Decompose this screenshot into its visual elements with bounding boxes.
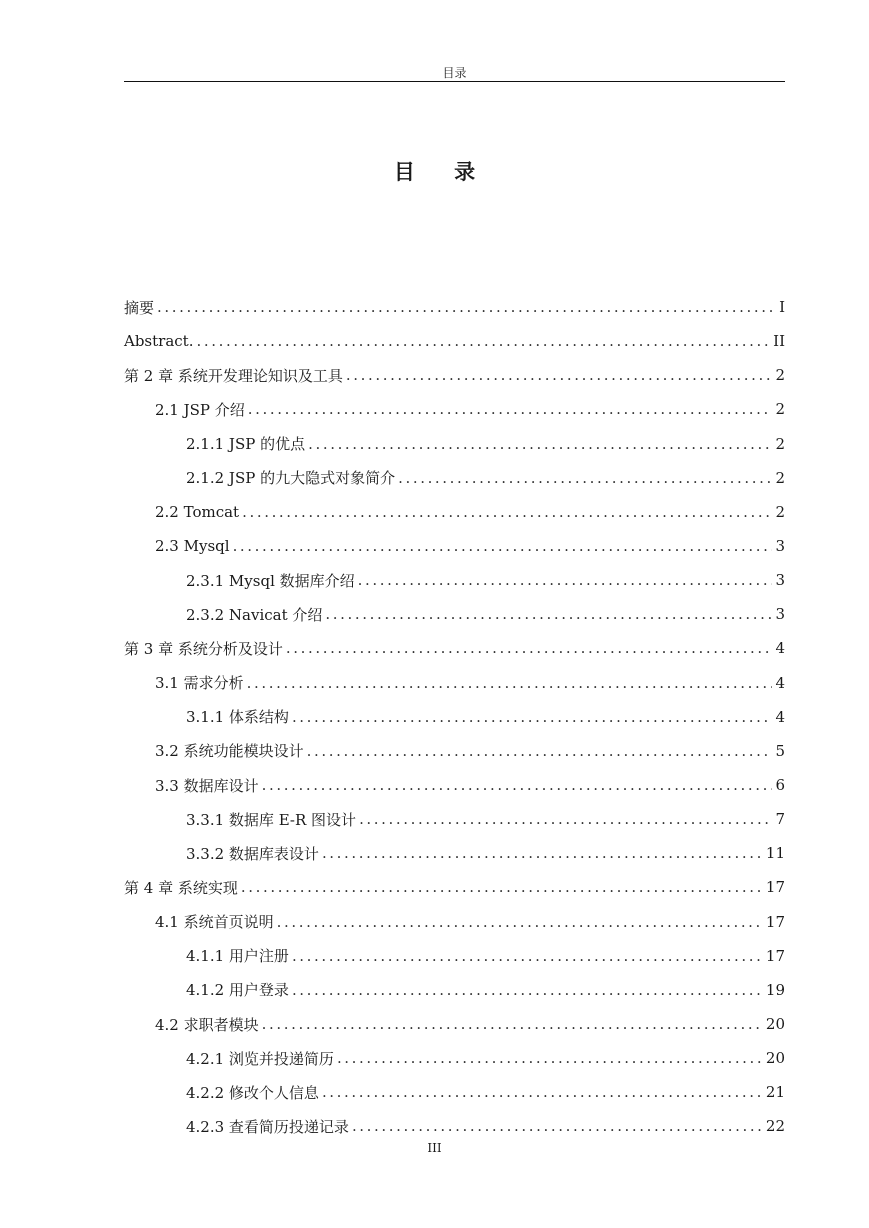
toc-entry-page: 3 (775, 571, 785, 590)
toc-entry[interactable] (124, 905, 785, 939)
toc-entry-page: 11 (765, 844, 785, 863)
toc-entry[interactable] (124, 529, 785, 563)
toc-entry-label: 2.3.2 Navicat 介绍 (186, 605, 323, 624)
toc-entry[interactable] (124, 1075, 785, 1109)
toc-leader-dots (292, 708, 773, 726)
toc-entry[interactable] (124, 563, 785, 597)
toc-entry-page: 4 (775, 639, 785, 658)
toc-leader-dots (322, 844, 763, 862)
header-rule (124, 81, 785, 82)
toc-leader-dots (196, 332, 770, 350)
toc-entry-label: 3.1 需求分析 (155, 674, 244, 693)
toc-entry[interactable] (124, 631, 785, 665)
toc-leader-dots (262, 1015, 763, 1033)
toc-entry-page: 2 (775, 400, 785, 419)
toc-leader-dots (292, 947, 763, 965)
toc-entry-page: 19 (765, 980, 785, 999)
toc-entry[interactable] (124, 358, 785, 392)
toc-leader-dots (277, 913, 763, 931)
page-number: III (427, 1141, 442, 1155)
toc-entry-label: 3.1.1 体系结构 (186, 708, 289, 727)
toc-entry[interactable] (124, 392, 785, 426)
toc-entry-page: 7 (775, 810, 785, 829)
toc-entry-label: 第 2 章 系统开发理论知识及工具 (124, 366, 343, 385)
toc-entry[interactable] (124, 461, 785, 495)
toc-entry[interactable] (124, 870, 785, 904)
toc-leader-dots (346, 366, 773, 384)
toc-entry-label: 3.2 系统功能模块设计 (155, 742, 304, 761)
toc-entry-label: 3.3.2 数据库表设计 (186, 844, 319, 863)
toc-entry-page: 20 (765, 1015, 785, 1034)
toc-entry[interactable] (124, 1007, 785, 1041)
toc-leader-dots (242, 503, 772, 521)
toc-entry[interactable] (124, 700, 785, 734)
toc-entry[interactable] (124, 1109, 785, 1143)
toc-entry-page: 4 (775, 707, 785, 726)
toc-entry-label: 2.1.2 JSP 的九大隐式对象简介 (186, 469, 396, 488)
page-title: 目 录 (393, 159, 492, 184)
toc-entry-page: 21 (765, 1083, 785, 1102)
toc-entry-label: 第 4 章 系统实现 (124, 878, 238, 897)
toc-entry[interactable] (124, 666, 785, 700)
toc-entry-page: 2 (775, 468, 785, 487)
toc-entry-page: 17 (765, 878, 785, 897)
toc-entry-label: 2.2 Tomcat (155, 502, 240, 521)
toc-entry-label: 2.3.1 Mysql 数据库介绍 (186, 571, 355, 590)
toc-entry[interactable] (124, 973, 785, 1007)
toc-entry-label: 摘要 (124, 298, 155, 317)
toc-entry[interactable] (124, 495, 785, 529)
toc-entry-label: 2.1.1 JSP 的优点 (186, 435, 306, 454)
toc-entry-label: Abstract. (124, 332, 194, 351)
toc-leader-dots (337, 1049, 763, 1067)
toc-entry-page: 5 (775, 741, 785, 760)
toc-entry-label: 4.2.1 浏览并投递简历 (186, 1049, 334, 1068)
toc-leader-dots (358, 571, 773, 589)
toc-entry-label: 4.1.1 用户注册 (186, 947, 289, 966)
toc-entry-page: II (773, 332, 785, 351)
toc-entry-label: 4.1 系统首页说明 (155, 913, 274, 932)
toc-entry-page: 2 (775, 502, 785, 521)
toc-leader-dots (398, 469, 772, 487)
toc-leader-dots (247, 674, 773, 692)
toc-entry-page: 3 (775, 537, 785, 556)
toc-entry-label: 3.3 数据库设计 (155, 776, 259, 795)
toc-entry[interactable] (124, 324, 785, 358)
toc-leader-dots (359, 810, 772, 828)
running-header-title: 目录 (442, 66, 467, 80)
toc-entry[interactable] (124, 939, 785, 973)
toc-entry[interactable] (124, 1041, 785, 1075)
toc-entry-page: 17 (765, 946, 785, 965)
toc-leader-dots (292, 981, 763, 999)
toc-entry[interactable] (124, 290, 785, 324)
toc-entry-page: 2 (775, 434, 785, 453)
toc-entry-label: 4.2.3 查看简历投递记录 (186, 1117, 349, 1136)
toc-entry[interactable] (124, 802, 785, 836)
toc-leader-dots (157, 298, 776, 316)
toc-entry[interactable] (124, 734, 785, 768)
toc-entry-page: I (779, 298, 785, 317)
toc-entry-label: 3.3.1 数据库 E-R 图设计 (186, 810, 357, 829)
toc-entry-label: 第 3 章 系统分析及设计 (124, 639, 283, 658)
toc-leader-dots (286, 639, 773, 657)
toc-leader-dots (352, 1117, 763, 1135)
toc-leader-dots (308, 435, 772, 453)
toc-entry-label: 4.1.2 用户登录 (186, 981, 289, 1000)
toc-entry-label: 4.2.2 修改个人信息 (186, 1083, 319, 1102)
toc-entry-page: 17 (765, 912, 785, 931)
toc-entry-page: 2 (775, 366, 785, 385)
toc-entry-page: 20 (765, 1049, 785, 1068)
toc-entry-page: 4 (775, 673, 785, 692)
table-of-contents (124, 290, 785, 1144)
toc-entry-page: 22 (765, 1117, 785, 1136)
toc-leader-dots (307, 742, 773, 760)
toc-entry-page: 3 (775, 605, 785, 624)
toc-entry-page: 6 (775, 776, 785, 795)
toc-leader-dots (322, 1083, 763, 1101)
toc-entry[interactable] (124, 597, 785, 631)
toc-entry-label: 2.1 JSP 介绍 (155, 400, 245, 419)
toc-entry[interactable] (124, 427, 785, 461)
toc-entry[interactable] (124, 836, 785, 870)
toc-leader-dots (233, 537, 773, 555)
toc-leader-dots (241, 878, 763, 896)
toc-entry-label: 2.3 Mysql (155, 537, 230, 556)
toc-leader-dots (248, 400, 773, 418)
toc-leader-dots (262, 776, 773, 794)
toc-entry[interactable] (124, 768, 785, 802)
toc-leader-dots (325, 605, 772, 623)
toc-entry-label: 4.2 求职者模块 (155, 1015, 259, 1034)
